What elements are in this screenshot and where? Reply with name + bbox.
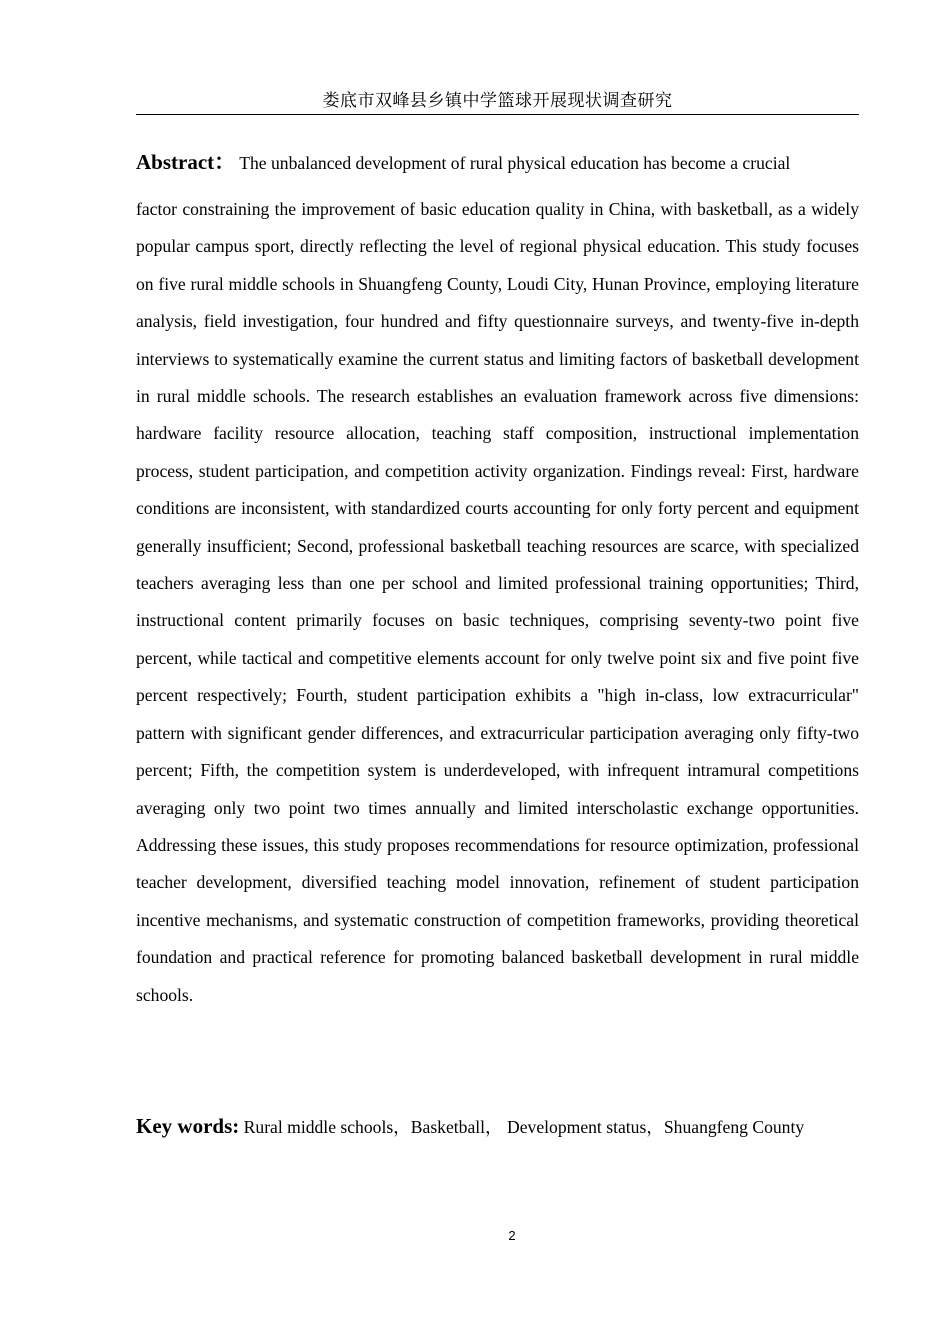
abstract-paragraph: [136, 146, 859, 1014]
abstract-first-line: [136, 146, 859, 179]
abstract-first-line-text: The unbalanced development of rural physical education has become a crucial: [239, 153, 791, 173]
page-number: 2: [508, 1228, 516, 1243]
keywords-paragraph: [136, 1102, 859, 1151]
keywords-label: Key words:: [136, 1114, 240, 1138]
running-header: 娄底市双峰县乡镇中学篮球开展现状调查研究: [136, 89, 859, 115]
abstract-body: factor constraining the improvement of basic education quality in China, with basketball, as a widely popular campus sport, directly reflecting the level of regional physical education. This study focuses on five rural middle schools in Shuangfeng County, Loudi City, Hunan Province, employing literature analysis, field investigation, four hundred and fifty questionnaire surveys, and twenty-five in-depth interviews to systematically examine the current status and limiting factors of basketball development in rural middle schools. The research establishes an evaluation framework across five dimensions: hardware facility resource allocation, teaching staff composition, instructional implementation process, student participation, and competition activity organization. Findings reveal: First, hardware conditions are inconsistent, with standardized courts accounting for only forty percent and equipment generally insufficient; Second, professional basketball teaching resources are scarce, with specialized teachers averaging less than one per school and limited professional training opportunities; Third, instructional content primarily focuses on basic techniques, comprising seventy-two point five percent, while tactical and competitive elements account for only twelve point six and five point five percent respectively; Fourth, student participation exhibits a "high in-class, low extracurricular" pattern with significant gender differences, and extracurricular participation averaging only fifty-two percent; Fifth, the competition system is underdeveloped, with infrequent intramural competitions averaging only two point two times annually and limited interscholastic exchange opportunities. Addressing these issues, this study proposes recommendations for resource optimization, professional teacher development, diversified teaching model innovation, refinement of student participation incentive mechanisms, and systematic construction of competition frameworks, providing theoretical foundation and practical reference for promoting balanced basketball development in rural middle schools.: [136, 199, 859, 1005]
keywords-text: Rural middle schools，Basketball， Development status，Shuangfeng County: [243, 1117, 805, 1137]
abstract-label: Abstract：: [136, 150, 236, 174]
